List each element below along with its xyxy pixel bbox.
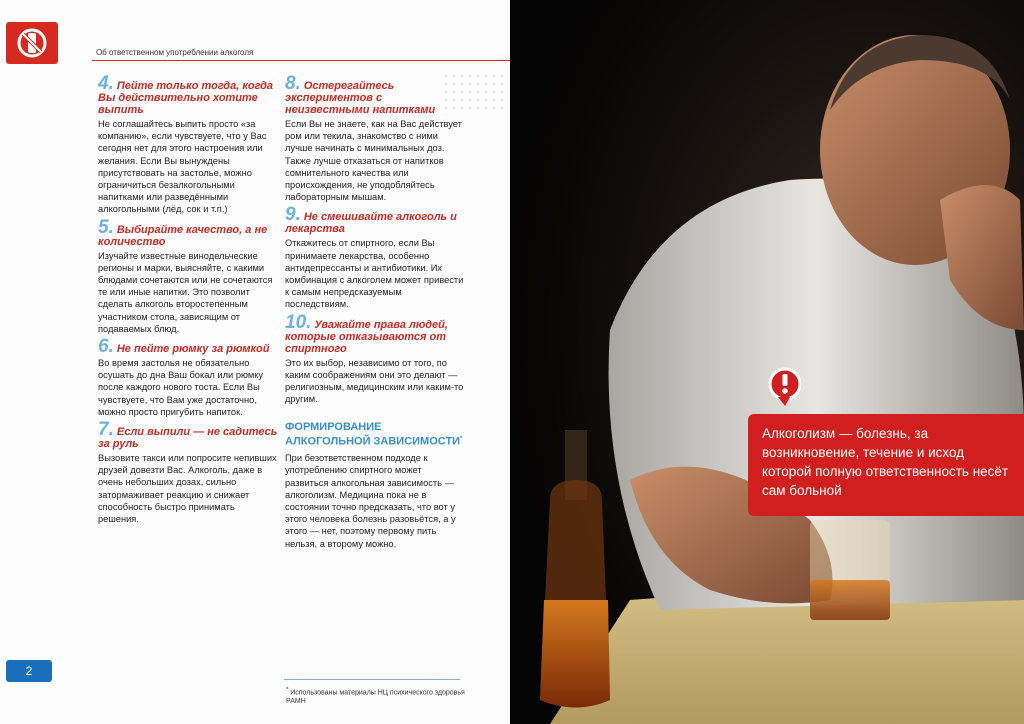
tip-number: 7. [98,419,114,441]
tip-title: Не пейте рюмку за рюмкой [116,343,270,356]
tip-title: Не смешивайте алкоголь и лекарства [285,211,457,236]
tip-body: Откажитесь от спиртного, если Вы принимаете лекарства, особенно антидепрессанты и антибиотики. Их комбинация с алкоголем может привести к самым непредсказуемым последствиям. [285,238,464,310]
tip-number: 5. [98,216,114,238]
tips-column-left [98,73,278,531]
tip-number: 4. [98,73,114,94]
tip-body: Во время застолья не обязательно осушать до дна Ваш бокал или рюмку после каждого нового тоста. Если Вы чувствуете, что Вам уже достаточно, можно просто пригубить напиток. [98,358,264,417]
page-header: Об ответственном употреблении алкоголя [96,48,254,57]
man-with-drink-photo [510,0,1024,724]
tip-number: 6. [98,336,114,358]
exclamation-icon [762,366,808,406]
footnote-marker: * [460,436,463,443]
tip-body: Не соглашайтесь выпить просто «за компанию», если чувствуете, что у Вас сегодня нет для этого настроения или желания. Если Вы вынуждены присутствовать на застолье, можно ограничиться безалкогольными напитками или разведёнными алкогольными (лёд, сок и т.п.) [98,119,267,215]
footnote-text: Использованы материалы НЦ психического здоровья РАМН [286,689,465,706]
footnote-marker: * [286,687,289,693]
section-heading [285,421,465,448]
callout-box: Алкоголизм — болезнь, за возникновение, течение и исход которой полную ответственность несёт сам больной [748,414,1024,516]
tip-title: Пейте только тогда, когда Вы действительно хотите выпить [98,80,273,116]
tip-5 [98,216,278,335]
left-page [0,0,510,724]
page-number: 2 [6,660,52,682]
header-divider [92,60,510,61]
tip-4 [98,73,278,216]
tip-body: Изучайте известные винодельческие регионы и марки, выясняйте, с какими блюдами сочетаются или не сочетаются те или иные напитки. Это позволит сделать алкоголь второстепенным участником стола, зависящим от подаваемых блюд. [98,250,273,334]
tips-column-right [285,73,465,550]
right-page [510,0,1024,724]
logo [6,22,58,64]
tip-title: Уважайте права людей, которые отказываются от спиртного [285,318,448,355]
tip-7 [98,419,278,525]
section-body: При безответственном подходе к употреблению спиртного может развиться алкогольная зависимость — алкоголизм. Медицина пока не в состоянии точно предсказать, что вот у этого человека болезнь разовьётся, а у этого — нет, поэтому первому пить нельзя, а второму можно. [285,453,456,549]
tip-title: Если выпили — не садитесь за руль [98,426,278,451]
tip-10 [285,311,465,406]
tip-number: 9. [285,204,301,226]
no-alcohol-icon [6,22,58,64]
tip-body: Вызовите такси или попросите непивших друзей довезти Вас. Алкоголь, даже в очень небольших дозах, сильно затормаживает реакцию и снижает способность быстро принимать решения. [98,453,277,525]
footnote [286,686,466,706]
section-heading-text: ФОРМИРОВАНИЕ АЛКОГОЛЬНОЙ ЗАВИСИМОСТИ [285,421,461,449]
tip-body: Это их выбор, независимо от того, по каким соображениям они это делают — религиозным, медицинским или каким-то другим. [285,357,464,405]
tip-body: Если Вы не знаете, как на Вас действует ром или текила, знакомство с ними лучше начинать с минимальных доз. Также лучше отказаться от напитков сомнительного качества или происхождения, не уподобляйтесь лабораторным мышам. [285,119,462,203]
tip-6 [98,336,278,418]
tip-number: 8. [285,73,301,94]
footnote-divider [284,679,460,680]
tip-number: 10. [285,311,312,333]
tip-title: Выбирайте качество, а не количество [98,223,268,248]
tip-8 [285,73,465,203]
tip-9 [285,204,465,310]
tip-title: Остерегайтесь экспериментов с неизвестными напитками [285,80,436,116]
